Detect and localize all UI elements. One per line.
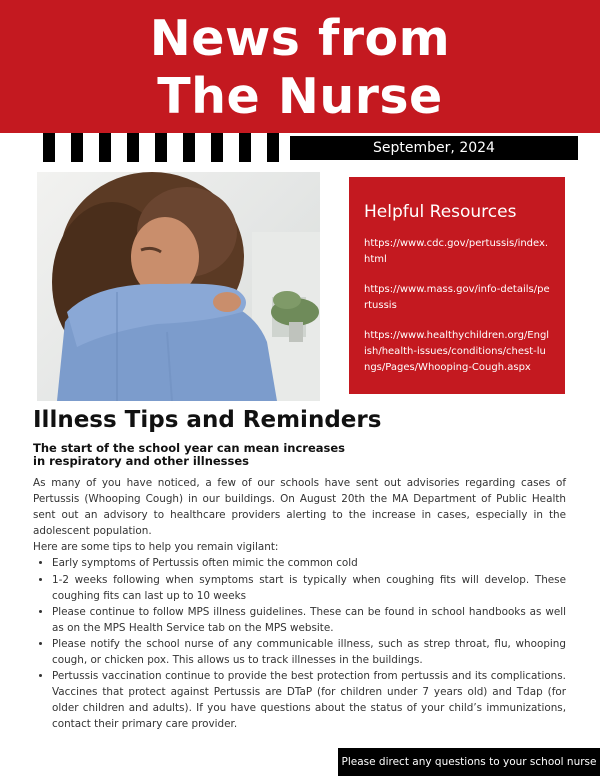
filmstrip-square <box>223 133 239 162</box>
article-intro: As many of you have noticed, a few of our schools have sent out advisories regarding cases of Pertussis (Whooping Cough) in our buildings. On August 20th the MA Department of Public Health sent out an advisory to healthcare providers alerting to the increase in cases, especially in the adolescent population. <box>33 477 566 538</box>
filmstrip-square <box>279 133 285 162</box>
photo-woman-coughing <box>37 172 320 401</box>
filmstrip-square <box>55 133 71 162</box>
article-subtitle <box>33 442 363 468</box>
coughing-person-illustration <box>37 172 320 401</box>
newsletter-title-line-2: The Nurse <box>157 68 443 125</box>
filmstrip-square <box>251 133 267 162</box>
article-subtitle-line-1: The start of the school year can mean increases <box>33 441 345 455</box>
filmstrip-square <box>195 133 211 162</box>
filmstrip-square <box>139 133 155 162</box>
issue-date: September, 2024 <box>290 136 578 160</box>
list-item: • Please continue to follow MPS illness guidelines. These can be found in school handbooks as well as on the MPS Health Service tab on the MPS website. <box>52 604 566 636</box>
resource-link-healthychildren[interactable]: https://www.healthychildren.org/English/health-issues/conditions/chest-lungs/Pages/Whooping-Cough.aspx <box>364 330 550 373</box>
footer-contact-note: Please direct any questions to your school nurse <box>338 748 600 776</box>
filmstrip-square <box>167 133 183 162</box>
tips-list <box>33 555 566 732</box>
filmstrip-background <box>43 133 283 162</box>
resource-link-cdc[interactable]: https://www.cdc.gov/pertussis/index.html <box>364 238 549 265</box>
article-body <box>33 475 566 733</box>
resource-link-mass-gov[interactable]: https://www.mass.gov/info-details/pertussis <box>364 284 550 311</box>
helpful-resources-panel <box>349 177 565 394</box>
newsletter-title-line-1: News from <box>149 10 451 67</box>
article-title: Illness Tips and Reminders <box>33 407 382 433</box>
list-item: • Please notify the school nurse of any communicable illness, such as strep throat, flu, whooping cough, or chicken pox. This allows us to track illnesses in the buildings. <box>52 636 566 668</box>
list-item: • 1-2 weeks following when symptoms start is typically when coughing fits will develop. These coughing fits can last up to 10 weeks <box>52 572 566 604</box>
article-subtitle-line-2: in respiratory and other illnesses <box>33 454 250 468</box>
filmstrip-square <box>83 133 99 162</box>
list-item: • Pertussis vaccination continue to provide the best protection from pertussis and its complications. Vaccines that protect against Pertussis are DTaP (for children under 7 years old) and Tdap (for older children and adults). If you have questions about the status of your child’s immunizations, contact their primary care provider. <box>52 668 566 732</box>
article-lead-in: Here are some tips to help you remain vigilant: <box>33 541 279 554</box>
newsletter-title <box>0 10 600 126</box>
helpful-resources-title: Helpful Resources <box>364 202 517 222</box>
filmstrip-square <box>111 133 127 162</box>
masthead <box>0 0 600 133</box>
filmstrip-divider <box>43 133 578 162</box>
list-item: • Early symptoms of Pertussis often mimic the common cold <box>52 555 566 571</box>
